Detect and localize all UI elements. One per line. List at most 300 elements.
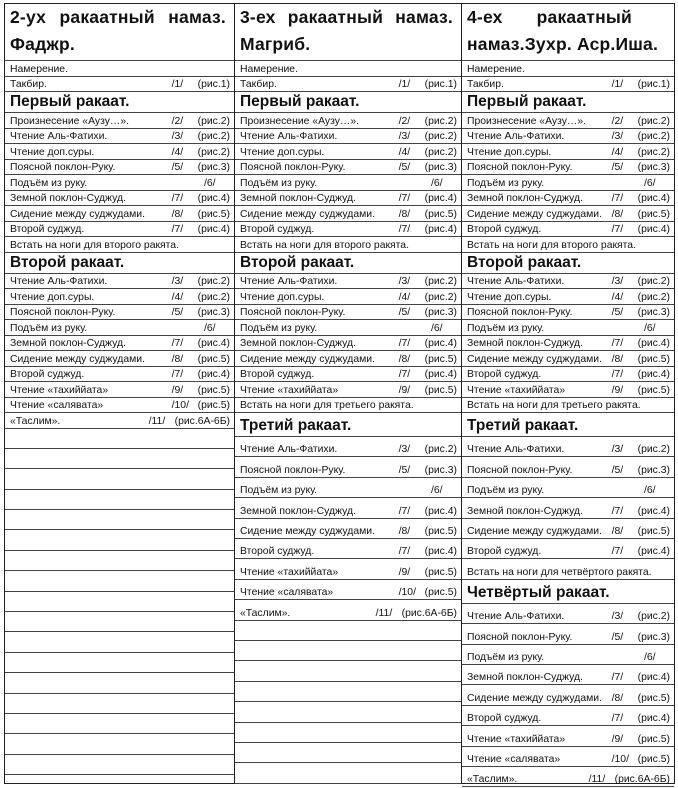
step-number: /8/ xyxy=(398,525,411,537)
figure-ref: (рис.2) xyxy=(637,444,670,456)
figure-ref: (рис.5) xyxy=(424,566,457,578)
step-reference xyxy=(172,79,230,90)
step-row xyxy=(462,367,674,383)
step-number: /10/ xyxy=(171,400,189,411)
figure-ref: (рис.2) xyxy=(637,131,670,142)
step-label: Намерение. xyxy=(10,63,68,75)
step-row xyxy=(462,559,674,579)
step-label: Земной поклон-Суджуд. xyxy=(240,505,356,517)
step-reference xyxy=(612,292,670,303)
step-row xyxy=(462,645,674,665)
step-label: Чтение «салявата» xyxy=(10,400,104,411)
step-reference xyxy=(612,224,670,235)
step-number: /7/ xyxy=(398,369,411,380)
figure-ref: (рис.2) xyxy=(637,146,670,158)
figure-ref: (рис.1) xyxy=(424,79,457,90)
step-reference xyxy=(612,465,670,476)
step-number: /5/ xyxy=(611,162,624,173)
step-reference xyxy=(644,652,670,663)
figure-ref: (рис.2) xyxy=(197,276,230,287)
step-row xyxy=(5,289,234,305)
step-reference xyxy=(172,354,230,365)
figure-ref: (рис.4) xyxy=(424,193,457,204)
step-reference xyxy=(149,416,230,427)
figure-ref: (рис.5) xyxy=(197,353,230,365)
step-reference xyxy=(172,292,230,303)
step-number: /11/ xyxy=(588,774,606,786)
step-label: Произнесение «Аузу…». xyxy=(240,115,359,127)
step-reference xyxy=(612,276,670,287)
step-reference xyxy=(612,307,670,318)
step-row xyxy=(462,237,674,253)
step-label: Земной поклон-Суджуд. xyxy=(467,505,583,517)
step-row xyxy=(462,539,674,559)
step-label: Подъём из руку. xyxy=(240,177,318,189)
step-number: /7/ xyxy=(171,369,184,380)
step-row xyxy=(235,351,461,367)
step-label: Чтение «тахиййата» xyxy=(467,384,566,396)
step-reference xyxy=(399,354,457,365)
step-reference xyxy=(612,713,670,724)
section-heading: Первый ракаат. xyxy=(462,92,674,113)
figure-ref: (рис.4) xyxy=(424,369,457,380)
step-number: /6/ xyxy=(644,485,656,497)
figure-ref: (рис.4) xyxy=(637,193,670,204)
step-row xyxy=(462,398,674,414)
step-label: Произнесение «Аузу…». xyxy=(467,115,586,127)
section-heading: Третий ракаат. xyxy=(235,413,461,437)
step-label: Встать на ноги для четвёртого ракята. xyxy=(467,566,652,578)
empty-row xyxy=(5,673,234,693)
step-number: /7/ xyxy=(611,224,624,235)
step-reference xyxy=(399,369,457,380)
section-heading: Третий ракаат. xyxy=(462,413,674,437)
step-row xyxy=(462,498,674,518)
step-row xyxy=(5,113,234,129)
step-row xyxy=(235,580,461,600)
step-label: Поясной поклон-Руку. xyxy=(10,307,116,318)
step-reference xyxy=(399,526,457,537)
step-reference xyxy=(204,323,230,334)
figure-ref: (рис.2) xyxy=(424,291,457,303)
empty-row xyxy=(235,763,461,783)
step-row xyxy=(235,305,461,321)
step-label: Поясной поклон-Руку. xyxy=(467,307,573,318)
step-label: Сидение между суджудами. xyxy=(467,525,602,537)
step-number: /3/ xyxy=(398,131,411,142)
figure-ref: (рис.4) xyxy=(424,338,457,349)
step-number: /4/ xyxy=(171,146,184,158)
title-word: 3-ех xyxy=(240,7,276,27)
step-label: Чтение Аль-Фатихи. xyxy=(240,444,338,456)
step-number: /3/ xyxy=(171,276,184,287)
figure-ref: (рис.5) xyxy=(197,208,230,220)
step-label: Поясной поклон-Руку. xyxy=(240,464,346,476)
step-row xyxy=(235,77,461,93)
step-row xyxy=(5,191,234,207)
step-reference xyxy=(376,608,457,619)
empty-row xyxy=(5,469,234,489)
step-row xyxy=(235,539,461,559)
step-number: /8/ xyxy=(171,208,184,220)
step-label: Подъём из руку. xyxy=(467,485,545,497)
figure-ref: (рис.2) xyxy=(424,444,457,456)
step-row xyxy=(5,129,234,145)
step-number: /10/ xyxy=(398,587,416,599)
step-label: Встать на ноги для третьего ракята. xyxy=(467,400,641,411)
step-row xyxy=(462,604,674,624)
empty-row xyxy=(235,621,461,641)
step-number: /7/ xyxy=(398,193,411,204)
step-reference xyxy=(172,209,230,220)
step-reference xyxy=(172,224,230,235)
step-row xyxy=(462,685,674,705)
step-number: /11/ xyxy=(148,415,166,427)
column-title xyxy=(235,4,461,61)
step-row xyxy=(462,175,674,191)
figure-ref: (рис.2) xyxy=(637,611,670,623)
step-number: /5/ xyxy=(398,464,411,476)
step-label: Чтение Аль-Фатихи. xyxy=(240,131,338,142)
title-word: 4-ех xyxy=(467,7,503,27)
figure-ref: (рис.2) xyxy=(197,291,230,303)
step-number: /7/ xyxy=(611,672,624,684)
empty-row xyxy=(5,633,234,653)
step-row xyxy=(235,382,461,398)
step-label: Второй суджуд. xyxy=(467,546,542,558)
step-reference xyxy=(431,323,457,334)
title-word: ракаатный xyxy=(287,7,384,27)
step-number: /3/ xyxy=(398,444,411,456)
step-reference xyxy=(644,178,670,189)
step-reference xyxy=(399,224,457,235)
step-row xyxy=(462,437,674,457)
step-row xyxy=(5,237,234,253)
title-word: 2-ух xyxy=(10,7,47,27)
step-row xyxy=(235,237,461,253)
step-number: /2/ xyxy=(611,115,624,127)
figure-ref: (рис.3) xyxy=(637,307,670,318)
step-number: /2/ xyxy=(171,115,184,127)
step-label: Поясной поклон-Руку. xyxy=(240,307,346,318)
empty-row xyxy=(5,531,234,551)
step-reference xyxy=(172,385,230,396)
figure-ref: (рис.5) xyxy=(637,208,670,220)
step-reference xyxy=(399,506,457,517)
step-label: Чтение Аль-Фатихи. xyxy=(467,276,565,287)
figure-ref: (рис.4) xyxy=(424,505,457,517)
step-number: /6/ xyxy=(431,322,443,334)
step-reference xyxy=(399,444,457,455)
step-row xyxy=(462,767,674,787)
step-reference xyxy=(172,147,230,158)
step-number: /8/ xyxy=(171,353,184,365)
step-reference xyxy=(644,323,670,334)
step-number: /7/ xyxy=(611,546,624,558)
step-number: /9/ xyxy=(611,384,624,396)
step-number: /7/ xyxy=(171,338,184,349)
figure-ref: (рис.5) xyxy=(637,525,670,537)
step-row xyxy=(235,129,461,145)
empty-row xyxy=(5,653,234,673)
step-reference xyxy=(172,131,230,142)
step-reference xyxy=(399,147,457,158)
figure-ref: (рис.2) xyxy=(424,276,457,287)
step-row xyxy=(5,160,234,176)
step-number: /9/ xyxy=(171,384,184,396)
step-reference xyxy=(612,79,670,90)
section-heading: Первый ракаат. xyxy=(5,92,234,113)
step-label: Чтение Аль-Фатихи. xyxy=(467,131,565,142)
step-number: /11/ xyxy=(375,607,393,619)
step-number: /7/ xyxy=(611,338,624,349)
figure-ref: (рис.5) xyxy=(637,733,670,745)
empty-row xyxy=(5,714,234,734)
step-label: Намерение. xyxy=(467,63,525,75)
step-row xyxy=(462,274,674,290)
step-reference xyxy=(399,193,457,204)
figure-ref: (рис.5) xyxy=(637,692,670,704)
step-label: Поясной поклон-Руку. xyxy=(467,162,573,173)
step-number: /4/ xyxy=(611,146,624,158)
column-title xyxy=(5,4,234,61)
title-line-2: намаз.Зухр. Аср.Иша. xyxy=(467,34,659,54)
section-heading: Первый ракаат. xyxy=(235,92,461,113)
step-number: /6/ xyxy=(204,322,216,334)
step-label: Такбир. xyxy=(10,79,47,90)
step-row xyxy=(5,398,234,414)
step-number: /1/ xyxy=(611,79,624,90)
step-reference xyxy=(399,131,457,142)
step-number: /4/ xyxy=(171,291,184,303)
step-number: /7/ xyxy=(398,338,411,349)
step-label: Земной поклон-Суджуд. xyxy=(10,338,126,349)
title-word: ракаатный xyxy=(536,7,632,27)
step-number: /8/ xyxy=(611,208,624,220)
step-label: Чтение «тахиййата» xyxy=(10,384,109,396)
step-number: /7/ xyxy=(171,193,184,204)
step-reference xyxy=(399,546,457,557)
step-number: /5/ xyxy=(398,162,411,173)
step-label: Чтение «салявата» xyxy=(240,587,334,599)
figure-ref: (рис.5) xyxy=(424,384,457,396)
step-reference xyxy=(612,193,670,204)
step-row xyxy=(462,222,674,238)
step-number: /4/ xyxy=(398,291,411,303)
step-row xyxy=(5,222,234,238)
figure-ref: (рис.6А-6Б) xyxy=(401,607,457,619)
step-label: Чтение «тахиййата» xyxy=(467,733,566,745)
step-row xyxy=(462,706,674,726)
step-number: /8/ xyxy=(611,692,624,704)
step-label: Земной поклон-Суджуд. xyxy=(240,193,356,204)
step-reference xyxy=(172,116,230,127)
empty-row xyxy=(5,551,234,571)
title-line-2: Магриб. xyxy=(240,34,311,54)
step-label: Чтение доп.суры. xyxy=(240,291,325,303)
step-reference xyxy=(399,79,457,90)
step-label: Поясной поклон-Руку. xyxy=(240,162,346,173)
step-label: Подъём из руку. xyxy=(10,177,88,189)
step-label: Земной поклон-Суджуд. xyxy=(467,338,583,349)
step-label: Такбир. xyxy=(467,79,504,90)
step-number: /5/ xyxy=(611,631,624,643)
empty-row xyxy=(235,723,461,743)
figure-ref: (рис.3) xyxy=(637,631,670,643)
step-row xyxy=(235,478,461,498)
step-row xyxy=(462,129,674,145)
empty-row xyxy=(235,661,461,681)
step-label: Чтение Аль-Фатихи. xyxy=(467,611,565,623)
step-row xyxy=(462,382,674,398)
figure-ref: (рис.4) xyxy=(424,224,457,235)
step-row xyxy=(462,77,674,93)
step-number: /7/ xyxy=(611,505,624,517)
step-row xyxy=(462,289,674,305)
figure-ref: (рис.4) xyxy=(197,193,230,204)
step-reference xyxy=(399,209,457,220)
figure-ref: (рис.4) xyxy=(637,546,670,558)
figure-ref: (рис.4) xyxy=(637,713,670,725)
step-row xyxy=(462,747,674,767)
figure-ref: (рис.3) xyxy=(637,162,670,173)
step-number: /7/ xyxy=(398,546,411,558)
empty-row xyxy=(5,694,234,714)
step-number: /6/ xyxy=(431,485,443,497)
column-zuhr-asr-isha xyxy=(462,4,674,786)
step-reference xyxy=(172,338,230,349)
step-reference xyxy=(612,672,670,683)
step-label: Сидение между суджудами. xyxy=(10,208,145,220)
figure-ref: (рис.5) xyxy=(197,400,230,411)
step-reference xyxy=(399,307,457,318)
step-number: /9/ xyxy=(611,733,624,745)
step-row xyxy=(462,61,674,77)
step-number: /4/ xyxy=(611,291,624,303)
step-label: Сидение между суджудами. xyxy=(240,208,375,220)
figure-ref: (рис.2) xyxy=(197,131,230,142)
step-number: /2/ xyxy=(398,115,411,127)
step-label: «Таслим». xyxy=(10,415,61,427)
section-heading: Второй ракаат. xyxy=(235,253,461,274)
step-label: Второй суджуд. xyxy=(240,369,315,380)
step-number: /8/ xyxy=(611,525,624,537)
step-number: /9/ xyxy=(398,384,411,396)
step-label: Чтение доп.суры. xyxy=(10,291,95,303)
step-row xyxy=(462,113,674,129)
step-reference xyxy=(172,369,230,380)
empty-row xyxy=(5,510,234,530)
step-row xyxy=(462,336,674,352)
step-row xyxy=(462,457,674,477)
figure-ref: (рис.5) xyxy=(637,384,670,396)
title-line-1 xyxy=(467,4,674,31)
step-number: /7/ xyxy=(398,505,411,517)
figure-ref: (рис.2) xyxy=(637,276,670,287)
step-row xyxy=(235,437,461,457)
step-reference xyxy=(612,611,670,622)
figure-ref: (рис.4) xyxy=(197,224,230,235)
step-label: Чтение «тахиййата» xyxy=(240,384,339,396)
figure-ref: (рис.5) xyxy=(424,587,457,599)
step-number: /5/ xyxy=(171,162,184,173)
step-number: /6/ xyxy=(644,322,656,334)
step-row xyxy=(235,274,461,290)
step-label: Второй суджуд. xyxy=(240,224,315,235)
step-number: /3/ xyxy=(611,444,624,456)
step-reference xyxy=(399,465,457,476)
step-row xyxy=(5,175,234,191)
step-label: Второй суджуд. xyxy=(10,224,85,235)
step-number: /3/ xyxy=(611,131,624,142)
title-line-1 xyxy=(10,4,234,31)
step-label: Второй суджуд. xyxy=(467,713,542,725)
step-label: Второй суджуд. xyxy=(467,369,542,380)
step-label: Земной поклон-Суджуд. xyxy=(467,193,583,204)
step-row xyxy=(5,320,234,336)
figure-ref: (рис.3) xyxy=(424,307,457,318)
step-label: Чтение Аль-Фатихи. xyxy=(10,131,108,142)
figure-ref: (рис.2) xyxy=(197,115,230,127)
step-label: Подъём из руку. xyxy=(467,177,545,189)
step-reference xyxy=(589,774,670,785)
figure-ref: (рис.4) xyxy=(637,672,670,684)
step-row xyxy=(235,336,461,352)
step-label: Земной поклон-Суджуд. xyxy=(467,672,583,684)
step-number: /8/ xyxy=(611,353,624,365)
step-number: /8/ xyxy=(398,353,411,365)
step-row xyxy=(235,175,461,191)
step-label: Чтение доп.суры. xyxy=(10,146,95,158)
step-row xyxy=(235,559,461,579)
step-row xyxy=(235,144,461,160)
step-number: /3/ xyxy=(171,131,184,142)
step-row xyxy=(235,206,461,222)
step-reference xyxy=(399,276,457,287)
step-row xyxy=(235,61,461,77)
step-label: Подъём из руку. xyxy=(10,322,88,334)
figure-ref: (рис.2) xyxy=(637,291,670,303)
step-reference xyxy=(431,178,457,189)
step-reference xyxy=(172,400,230,411)
step-row xyxy=(462,206,674,222)
step-label: Поясной поклон-Руку. xyxy=(467,631,573,643)
step-number: /3/ xyxy=(398,276,411,287)
empty-row xyxy=(5,449,234,469)
empty-row xyxy=(5,592,234,612)
step-row xyxy=(235,222,461,238)
step-label: Встать на ноги для второго ракята. xyxy=(240,239,409,251)
step-reference xyxy=(612,526,670,537)
step-row xyxy=(5,144,234,160)
step-number: /9/ xyxy=(398,566,411,578)
step-number: /7/ xyxy=(611,369,624,380)
step-reference xyxy=(612,693,670,704)
step-number: /1/ xyxy=(171,79,184,90)
figure-ref: (рис.5) xyxy=(637,753,670,765)
figure-ref: (рис.4) xyxy=(197,369,230,380)
step-reference xyxy=(612,632,670,643)
step-row xyxy=(235,113,461,129)
step-row xyxy=(462,305,674,321)
figure-ref: (рис.4) xyxy=(197,338,230,349)
title-line-2: Фаджр. xyxy=(10,34,75,54)
step-reference xyxy=(612,734,670,745)
step-row xyxy=(462,191,674,207)
step-label: Второй суджуд. xyxy=(240,546,315,558)
step-label: «Таслим». xyxy=(240,607,291,619)
step-label: «Таслим». xyxy=(467,774,518,786)
